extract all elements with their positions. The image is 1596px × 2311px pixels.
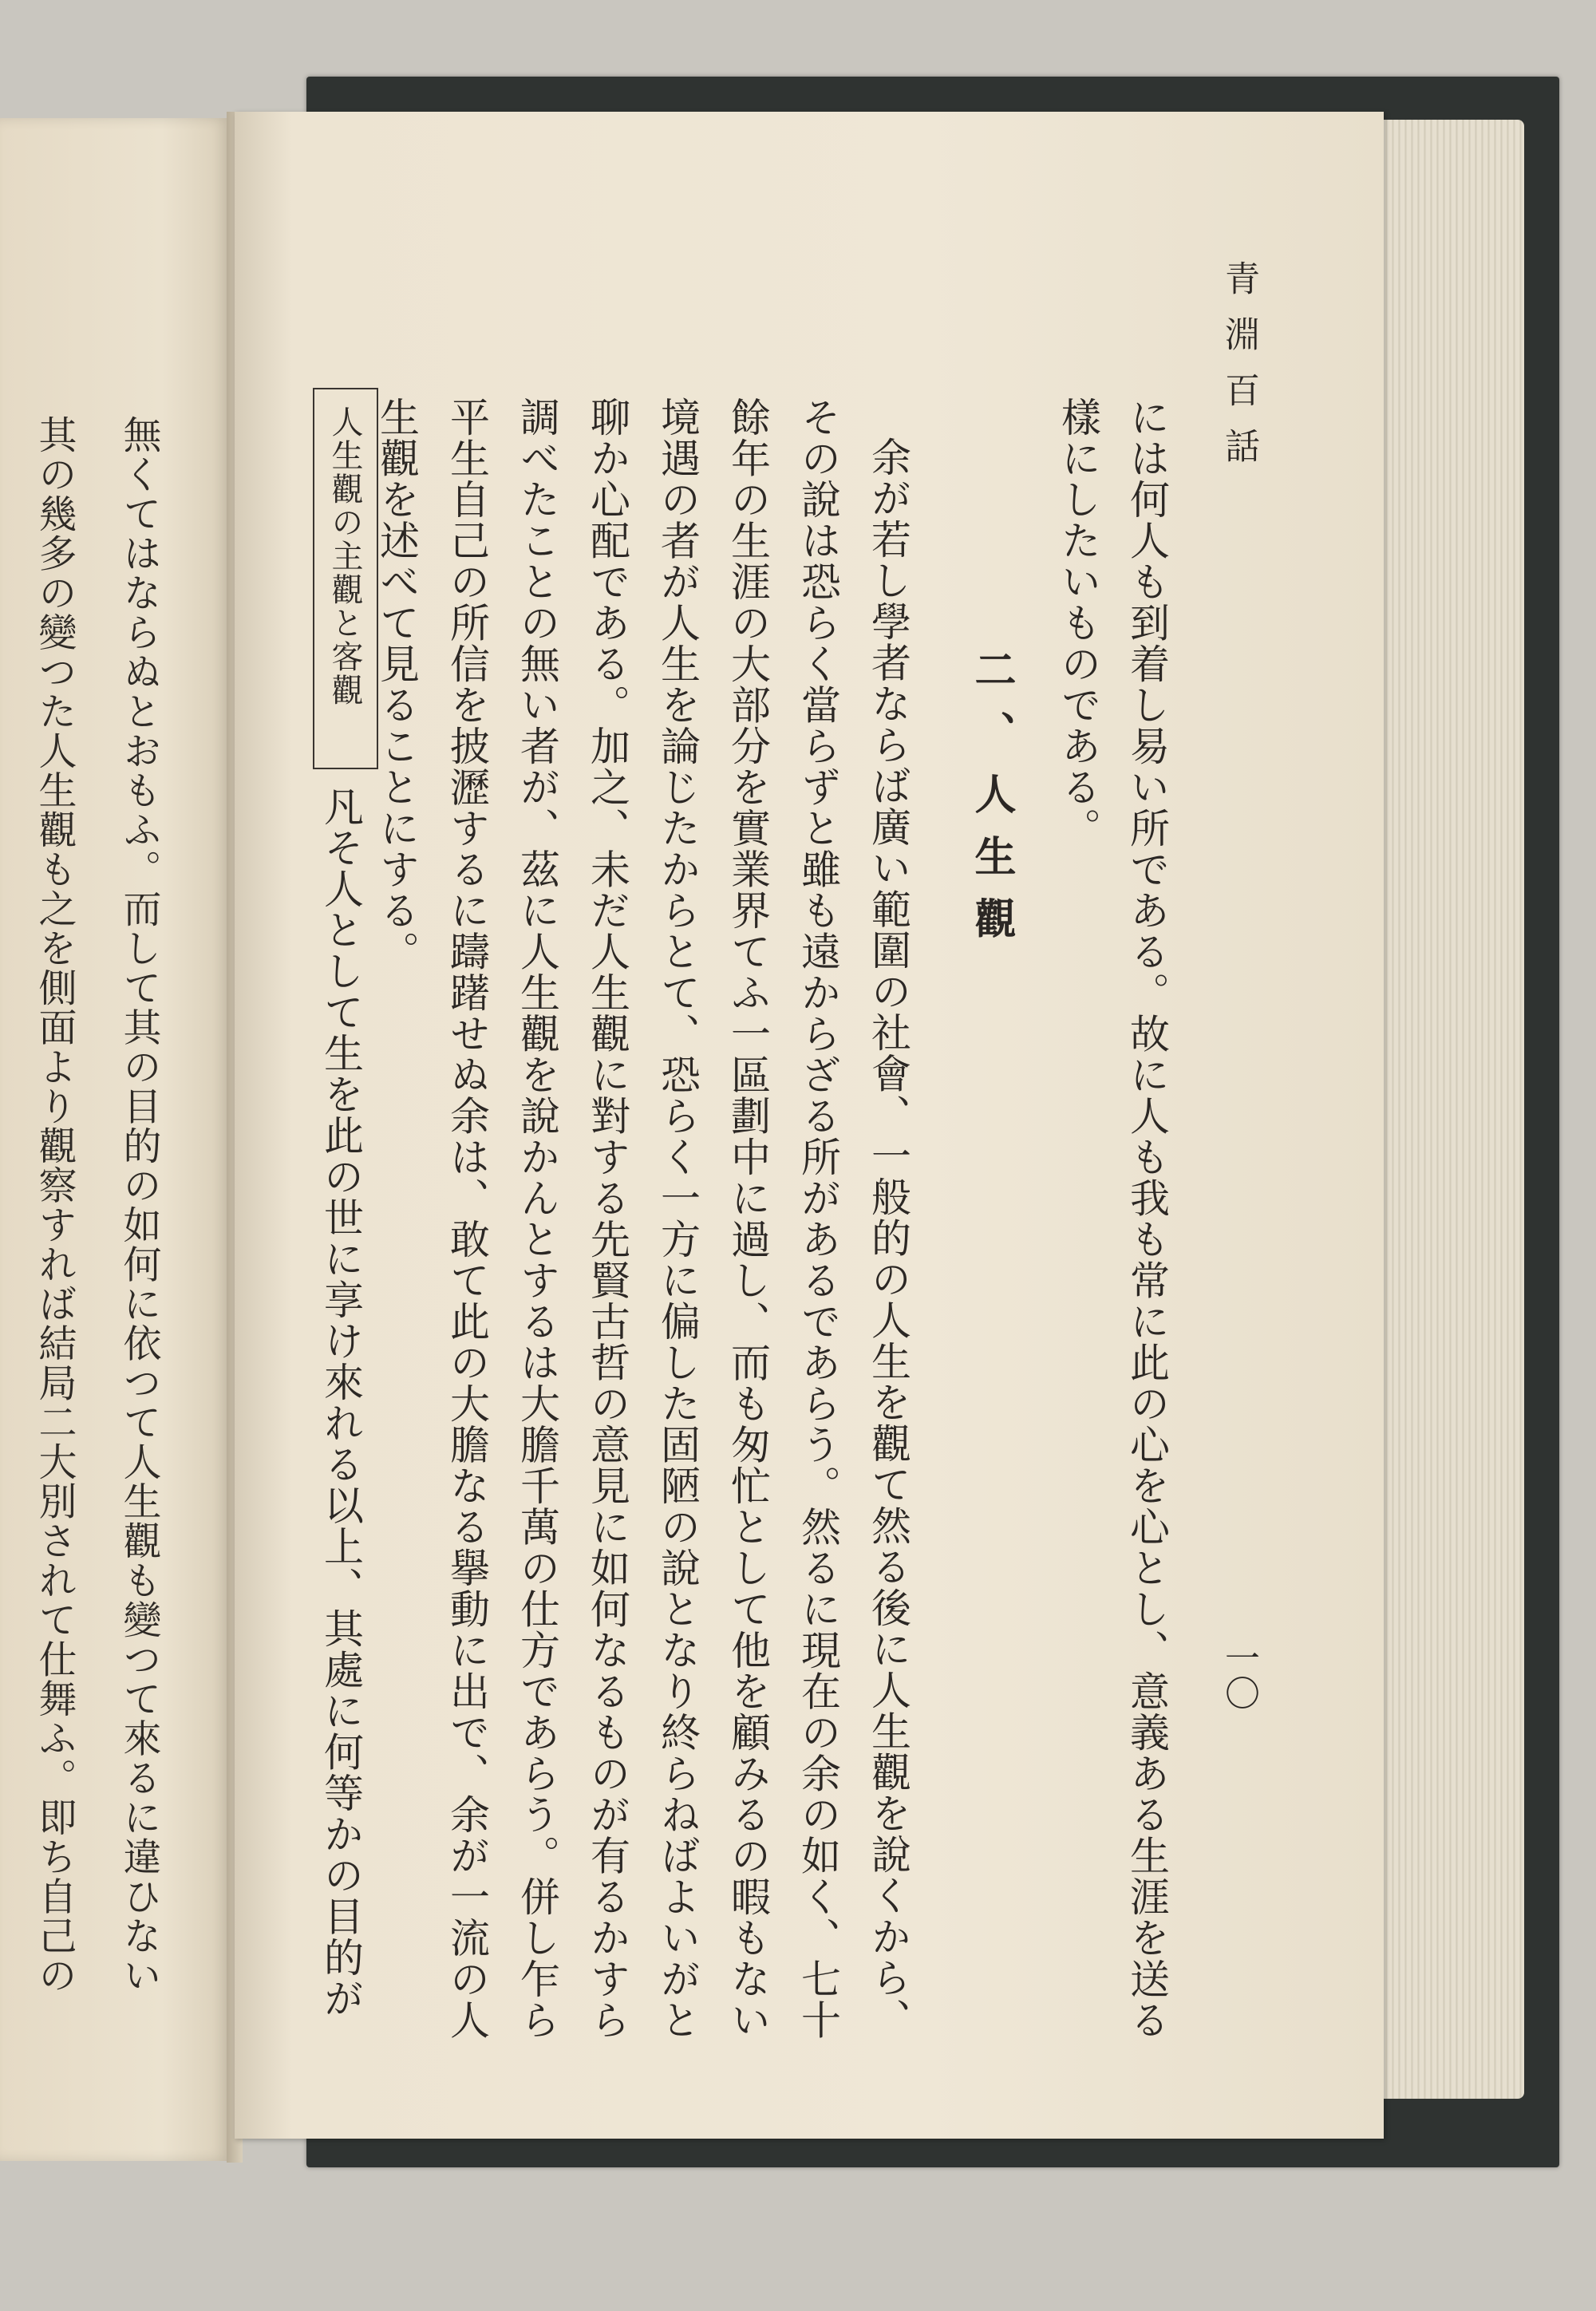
paragraph-column-5: 聊か心配である。加之、未だ人生觀に對する先賢古哲の意見に如何なるものが有るかすら [584, 397, 630, 2040]
paragraph-column-6: 調べたことの無い者が、茲に人生觀を說かんとするは大膽千萬の仕方であらう。併し乍ら [514, 397, 560, 2040]
left-page-column-1: 無くてはならぬとおもふ。而して其の目的の如何に依つて人生觀も變つて來るに違ひない [117, 415, 161, 1995]
page-number: 一〇 [1219, 1640, 1259, 1710]
section-heading: 二、人生觀 [967, 648, 1016, 959]
paragraph-column-1: 余が若し學者ならば廣い範圍の社會、一般的の人生を觀て然る後に人生觀を說くから、 [865, 437, 911, 2040]
running-head-title: 青淵百話 [1219, 260, 1259, 484]
left-page-column-2: 其の幾多の變つた人生觀も之を側面より觀察すれば結局二大別されて仕舞ふ。即ち自己の [32, 415, 77, 1995]
paragraph-column-8: 生觀を述べて見ることにする。 [373, 397, 420, 972]
subsection-column-1: 凡そ人として生を此の世に享け來れる以上、其處に何等かの目的が [318, 786, 364, 2019]
left-page [0, 118, 231, 2161]
intro-column-1: には何人も到着し易い所である。故に人も我も常に此の心を心とし、意義ある生涯を送る [1124, 397, 1170, 2040]
paragraph-column-2: その說は恐らく當らずと雖も遠からざる所があるであらう。然るに現在の余の如く、七十 [795, 397, 841, 2040]
paragraph-column-4: 境遇の者が人生を論じたからとて、恐らく一方に偏した固陋の說となり終らねばよいがと [654, 397, 701, 2040]
paragraph-column-3: 餘年の生涯の大部分を實業界てふ一區劃中に過し、而も匆忙として他を顧みるの暇もない [725, 397, 771, 2040]
intro-column-2: 樣にしたいものである。 [1055, 397, 1101, 849]
paragraph-column-7: 平生自己の所信を披瀝するに躊躇せぬ余は、敢て此の大膽なる擧動に出で、余が一流の人 [444, 397, 490, 2040]
subsection-label: 人生觀の主觀と客觀 [326, 405, 363, 707]
